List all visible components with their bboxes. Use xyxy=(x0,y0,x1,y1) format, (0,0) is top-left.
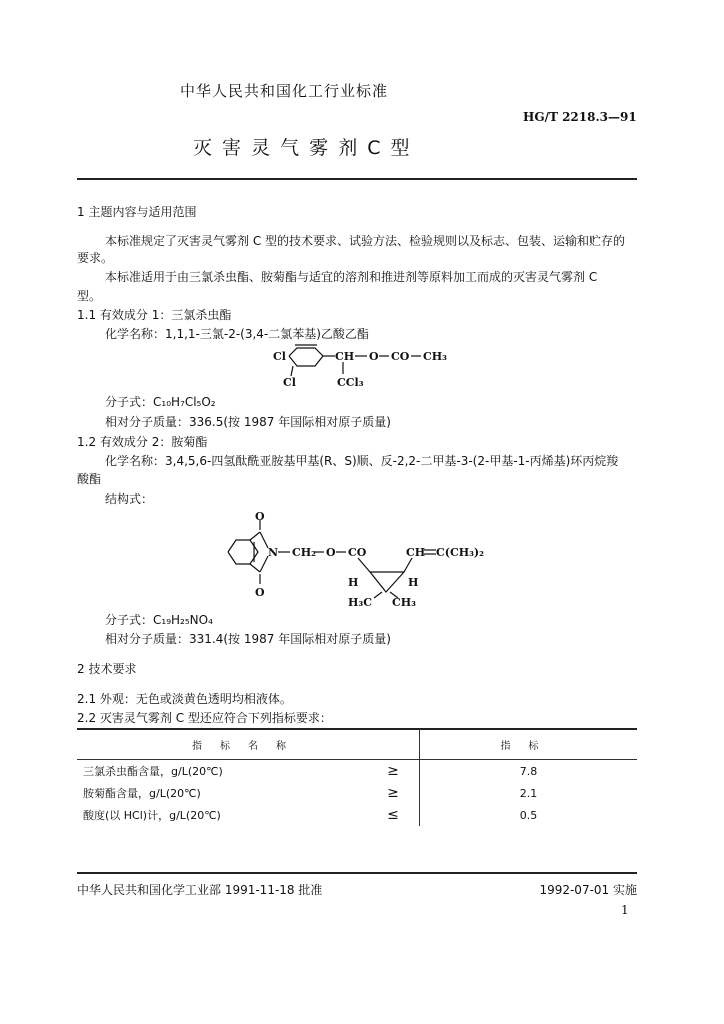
page-number: 1 xyxy=(621,903,629,917)
header-rule xyxy=(77,178,637,180)
table-cell-name: 酸度(以 HCl)计，g/L(20℃) xyxy=(83,809,221,822)
mol1-cl1: Cl xyxy=(273,350,286,363)
issuing-organization: 中华人民共和国化工行业标准 xyxy=(180,82,389,100)
mol2-n-bond-bot xyxy=(260,556,268,572)
para1-line2: 要求。 xyxy=(77,251,114,265)
chem-name-1: 化学名称：1,1,1-三氯-2-(3,4-二氯苯基)乙酸乙酯 xyxy=(105,327,369,341)
formula-1: 分子式：C₁₀H₇Cl₅O₂ xyxy=(105,395,216,409)
mol1-ccl3: CCl₃ xyxy=(337,376,364,389)
mol2-side: C(CH₃)₂ xyxy=(436,546,484,559)
mass-2: 相对分子质量：331.4(按 1987 年国际相对原子质量) xyxy=(105,632,391,646)
document-title: 灭 害 灵 气 雾 剂 C 型 xyxy=(193,137,412,159)
para1-line1: 本标准规定了灭害灵气雾剂 C 型的技术要求、试验方法、检验规则以及标志、包装、运输和贮存的 xyxy=(105,234,626,248)
struct-label: 结构式： xyxy=(105,492,154,506)
section-1-heading: 1 主题内容与适用范围 xyxy=(77,205,197,219)
subsection-1-1-heading: 1.1 有效成分 1：三氯杀虫酯 xyxy=(77,308,232,322)
mol2-o-top: O xyxy=(255,512,265,523)
table-cell-value: 7.8 xyxy=(420,760,638,783)
mol2-me2: CH₃ xyxy=(392,596,416,608)
section-2-heading: 2 技术要求 xyxy=(77,662,137,676)
mol2-top-carbon-bond xyxy=(250,532,260,540)
table-row xyxy=(77,782,637,804)
mol2-cyclopropane xyxy=(370,572,404,592)
table-cell-name: 胺菊酯含量，g/L(20℃) xyxy=(83,787,201,800)
subsection-2-1: 2.1 外观：无色或淡黄色透明均相液体。 xyxy=(77,692,292,706)
mol2-ch: CH xyxy=(406,546,426,559)
mol2-cyclopropane-bond-1 xyxy=(358,558,370,572)
table-cell-op: ≤ xyxy=(387,807,399,823)
mol2-n-bond-top xyxy=(260,532,268,548)
mol2-o-bot: O xyxy=(255,586,265,599)
mol1-ch: CH xyxy=(335,350,355,363)
mol2-o: O xyxy=(326,546,336,559)
approval-text: 中华人民共和国化学工业部 1991-11-18 批准 xyxy=(77,883,323,897)
para2-line1: 本标准适用于由三氯杀虫酯、胺菊酯与适宜的溶剂和推进剂等原料加工而成的灭害灵气雾剂 C xyxy=(105,270,598,284)
table-row xyxy=(77,760,637,783)
molecule-1-structure xyxy=(265,340,465,390)
table-cell-value: 0.5 xyxy=(420,804,638,826)
standard-code: HG/T 2218.3—91 xyxy=(523,110,637,124)
chem-name-2-line1: 化学名称：3,4,5,6-四氢酞酰亚胺基甲基(R、S)顺、反-2,2-二甲基-3-(2-甲基-1-丙烯基)环丙烷羧 xyxy=(105,454,619,468)
molecule-2-structure xyxy=(220,512,500,608)
mol2-n: N xyxy=(268,546,279,559)
mol2-me1: H₃C xyxy=(348,596,372,608)
subsection-2-2: 2.2 灭害灵气雾剂 C 型还应符合下列指标要求： xyxy=(77,711,332,725)
mol2-cyclopropane-bond-2 xyxy=(404,558,412,572)
mol2-co: CO xyxy=(348,546,367,559)
mol2-h1: H xyxy=(348,576,359,589)
mol1-co: CO xyxy=(391,350,410,363)
chem-name-2-line2: 酸酯 xyxy=(77,472,102,486)
mol1-ring xyxy=(289,348,323,366)
mol1-cl2-bond xyxy=(291,366,293,376)
table-cell-value: 2.1 xyxy=(420,782,638,804)
mol2-ch2: CH₂ xyxy=(292,546,316,559)
table-row xyxy=(77,804,637,826)
mol2-bot-carbon-bond xyxy=(250,564,260,572)
footer-rule xyxy=(77,872,637,874)
spec-table xyxy=(77,729,637,826)
mass-1: 相对分子质量：336.5(按 1987 年国际相对原子质量) xyxy=(105,415,391,429)
para2-line2: 型。 xyxy=(77,289,102,303)
mol1-ch3: CH₃ xyxy=(423,350,447,363)
table-cell-op: ≥ xyxy=(387,785,399,801)
table-header-value: 指标 xyxy=(420,729,638,760)
subsection-1-2-heading: 1.2 有效成分 2：胺菊酯 xyxy=(77,435,208,449)
table-cell-name: 三氯杀虫酯含量，g/L(20℃) xyxy=(83,765,223,778)
mol1-cl2: Cl xyxy=(283,376,296,389)
mol2-h2: H xyxy=(408,576,419,589)
formula-2: 分子式：C₁₉H₂₅NO₄ xyxy=(105,613,213,627)
table-header-name: 指标名称 xyxy=(77,729,420,760)
mol2-me1-bond xyxy=(374,592,382,598)
effective-date: 1992-07-01 实施 xyxy=(539,883,637,897)
table-cell-op: ≥ xyxy=(387,763,399,779)
table-header-row xyxy=(77,729,637,760)
mol1-o: O xyxy=(369,350,379,363)
